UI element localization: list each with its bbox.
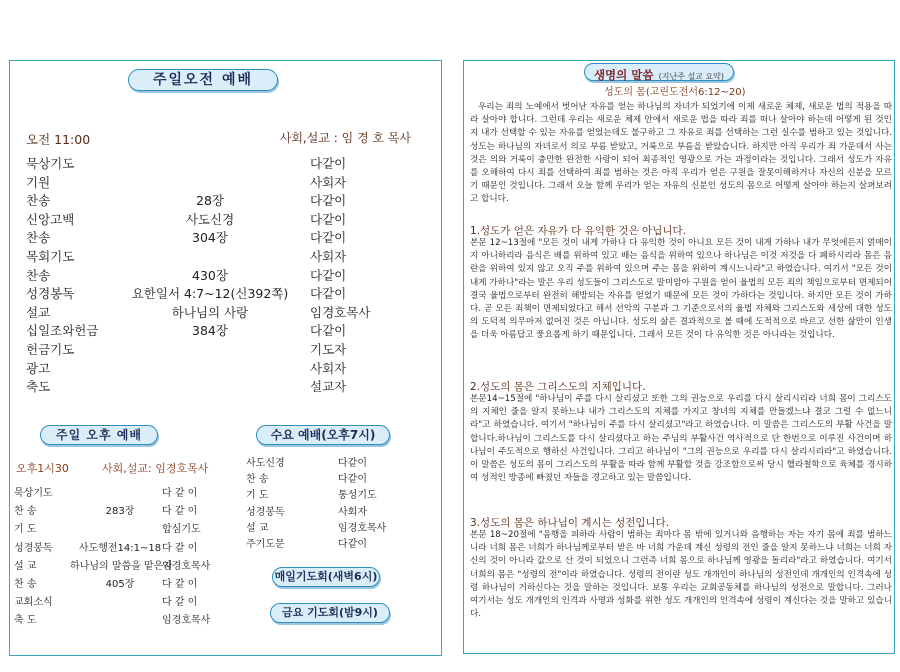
order-item-name: 찬 송 [14,579,37,590]
order-item-person: 합심기도 [162,524,201,536]
order-item-person: 다같이 [310,193,347,209]
morning-service-time: 오전 11:00 [26,132,91,147]
order-item-name: 찬 송 [246,474,269,486]
order-item-person: 통성기도 [338,490,377,502]
order-item-detail: 사도행전14:1~18 [78,542,162,554]
daily-prayer-title: 매일기도회(새벽6시) [272,567,380,587]
morning-order-row [10,192,443,210]
order-item-person: 사회자 [338,506,367,518]
worship-order-panel [9,60,442,656]
order-item-person: 다같이 [338,539,367,550]
order-item-person: 다같이 [310,267,347,283]
morning-order-row [10,360,443,378]
morning-order-row [10,174,443,192]
morning-order-row [10,341,443,359]
order-item-detail: 28장 [196,193,224,209]
afternoon-order-row [10,612,250,630]
order-item-person: 다 같 이 [162,506,198,518]
afternoon-service-time: 오후1시30 [16,462,69,475]
order-item-name: 기원 [26,174,51,190]
order-item-person: 사회자 [310,174,347,190]
order-item-name: 찬송 [26,267,51,283]
order-item-name: 기 도 [246,490,269,502]
order-item-name: 광고 [26,360,51,376]
order-item-name: 축 도 [14,615,37,627]
order-item-person: 임경호목사 [310,304,371,320]
order-item-person: 다 같 이 [162,597,198,609]
order-item-person: 기도자 [310,342,347,357]
order-item-name: 설교 [26,304,51,320]
order-item-name: 신앙고백 [26,211,75,227]
order-item-name: 헌금기도 [26,342,75,357]
order-item-person: 설교자 [310,379,347,395]
morning-order-row [10,229,443,247]
morning-order-row [10,322,443,340]
order-item-detail: 304장 [192,230,228,246]
order-item-person: 다같이 [310,211,347,227]
order-item-person: 다같이 [310,230,347,246]
order-item-person: 임경호목사 [338,522,387,534]
order-item-name: 사도신경 [246,458,285,469]
morning-order-row [10,285,443,303]
order-item-detail: 384장 [192,323,228,339]
order-item-detail: 요한일서 4:7~12(신392쪽) [131,286,289,302]
order-item-person: 임경호목사 [162,615,211,627]
morning-order-row [10,378,443,396]
order-item-person: 다같이 [310,323,347,339]
morning-service-title: 주일오전 예배 [128,69,278,91]
order-item-name: 묵상기도 [26,156,75,171]
afternoon-order-row [10,594,250,612]
wednesday-service-title: 수요 예배(오후7시) [256,425,390,445]
order-item-person: 다같이 [338,458,367,469]
sermon-header [584,63,734,81]
order-item-person: 임경호목사 [162,560,211,572]
sermon-paragraph-1: 본문 12~13절에 "모든 것이 내게 가하나 다 유익한 것이 아니요 모든 것이 내게 가하나 내가 무엇에든지 얽매이지 아니하리라 음식은 배를 위하여 있고 배는 음식을 위하여 있으나 하나님은 이것 저것을 다 폐하시리라 몸은 음란을 위하여 있지 않고 오직 주를 위하여 있으며 주는 몸을 위하여 계시느니라"고 하였습니다. 여기서 "모든 것이 내게 가하나"라는 말은 우리 성도들이 그리스도로 말미암아 구원을 얻어 율법의 모든 죄의 책임으로부터 면제되어 결국 율법으로부터 완전히 해방되는 자유를 얻었기 때문에 모든 것이 가하다는 것입니다. 하지만 모든 것이 가하다. 곧 모든 죄책이 면제되었다고 해서 선악의 구분과 그 기준으로서의 율법 자체와 그리스도와 세상에 대한 성도의 도덕적 의무마저 없어진 것은 아닙니다. 성도의 삶은 결과적으로 볼 때에 도적적으로 바르고 선한 삶만이 인생을 더욱 아름답고 풍요롭게 하기 때문입니다. 그래서 모든 것이 다 유익한 것은 아니라는 것입니다. [470,238,892,341]
sermon-intro: 우리는 죄의 노예에서 벗어난 자유를 얻는 하나님의 자녀가 되었기에 이제 새로운 체제, 새로운 법의 적용을 따라 살아야 합니다. 그런데 우리는 새로운 체제 안에서 새로운 법을 따라 죄를 떠나 살아야 하는데 어떻게 된 것인지 내가 선택할 수 있는 자유를 얻었는데도 불구하고 그 자유로 죄를 선택하는 그런 실수를 범하고 있는 것입니다. 성도는 하나님의 자녀로서 의로 부름 받았고, 거룩으로 부름을 받았습니다. 하지만 아직 우리가 죄 가운데서 사는 것은 의와 거룩이 충만한 완전한 사랑이 되어 최종적인 영광으로 가는 과정이라는 것입니다. 그래서 성도가 자유를 오해하여 다시 죄를 선택하여 죄를 범하는 것은 아직 우리가 얻은 구원을 잘못이해하거나 자신의 신분을 모르기 때문인 것입니다. 그래서 오늘 함께 우리가 얻는 자유의 신분인 성도의 몸으로 어떻게 살아야 하는지 살펴보려고 합니다. [470,102,892,205]
order-item-name: 축도 [26,379,51,395]
morning-order-row [10,267,443,285]
order-item-person: 사회자 [310,249,347,264]
morning-order-row [10,211,443,229]
morning-service-leader: 사회,설교 : 임 경 호 목사 [279,131,411,145]
order-item-name: 교회소식 [14,597,53,609]
afternoon-order-row [10,503,250,521]
order-item-name: 설 교 [14,560,37,572]
friday-prayer-title: 금요 기도회(밤9시) [270,603,390,623]
wednesday-order-row [246,536,436,554]
order-item-name: 찬송 [26,230,51,246]
order-item-name: 찬송 [26,193,51,209]
afternoon-order-row [10,540,250,558]
order-item-person: 다같이 [310,286,347,302]
sermon-summary-panel [463,60,895,654]
morning-order-row [10,248,443,266]
order-item-detail: 283장 [105,506,135,518]
morning-order-row [10,155,443,173]
order-item-detail: 405장 [105,579,135,590]
order-item-name: 성경봉독 [246,506,285,518]
order-item-name: 주기도문 [246,539,285,550]
sermon-subtitle: 성도의 몸(고린도전서6:12~20) [604,87,746,98]
afternoon-service-leader: 사회,설교: 임경호목사 [102,462,209,475]
order-item-person: 다같이 [310,156,347,171]
afternoon-service-title: 주일 오후 예배 [40,425,158,445]
afternoon-order-row [10,485,250,503]
order-item-person: 다같이 [338,474,367,486]
order-item-name: 성경봉독 [26,286,75,302]
order-item-name: 묵상기도 [14,488,53,499]
order-item-name: 목회기도 [26,249,75,264]
sermon-tag: (지난주 설교 요약) [658,72,725,81]
sermon-heading-3: 3.성도의 몸은 하나님이 계시는 성전입니다. [470,517,670,529]
order-item-name: 십일조와헌금 [26,323,99,339]
sermon-heading-2: 2.성도의 몸은 그리스도의 지체입니다. [470,381,646,393]
order-item-name: 설 교 [246,522,269,534]
order-item-person: 다 같 이 [162,542,198,554]
order-item-detail: 하나님의 사랑 [171,304,249,320]
order-item-detail: 하나님의 말씀을 맡은자 [70,560,173,572]
afternoon-order-row [10,521,250,539]
sermon-title: 생명의 말씀 [593,68,654,82]
order-item-person: 사회자 [310,360,347,376]
order-item-person: 다 같 이 [162,488,198,499]
order-item-name: 성경봉독 [14,542,53,554]
morning-order-row [10,304,443,322]
afternoon-order-row [10,576,250,594]
order-item-person: 다 같 이 [162,579,198,590]
order-item-detail: 430장 [192,267,228,283]
order-item-detail: 사도신경 [185,211,235,227]
sermon-paragraph-3: 본문 18~20절에 "음행을 피하라 사람이 범하는 죄마다 몸 밖에 있거니와 음행하는 자는 자기 몸에 죄를 범하느니라 너희 몸은 너희가 하나님께로부터 받은 바 너희 가운데 계신 성령의 전인 줄을 알지 못하느냐 너희는 너희 자신의 것이 아니라 값으로 산 것이 되었으니 그런즉 너희 몸으로 하나님께 영광을 돌리라"라고 하였습니다. 여기서 너희의 몸은 "성령의 전"이라 하였습니다. 성령의 전이란 성도 개개인이 하나님의 성전인데 개개인의 인격속에 성령 하나님이 거하신다는 것을 말하는 것입니다. 보통 우리는 교회공동체를 하나님의 성전으로 말합니다. 그러나 여기서는 성도 개개인의 인격과 사명과 성화를 위한 성도 개개인의 인격속에 성령이 계신다는 것을 말하고 있습니다. [470,530,892,620]
order-item-name: 기 도 [14,524,37,536]
sermon-heading-1: 1.성도가 얻은 자유가 다 유익한 것은 아닙니다. [470,225,686,237]
order-item-name: 찬 송 [14,506,37,518]
afternoon-order-row [10,558,250,576]
sermon-paragraph-2: 본문14~15절에 "하나님이 주를 다시 살리셨고 또한 그의 권능으로 우리를 다시 살리시리라 너희 몸이 그리스도의 지체인 줄을 알지 못하느냐 내가 그리스도의 지체를 가지고 창녀의 지체를 만들겠느냐 결코 그럴 수 없느니라"고 하였습니다. 여기서 "하나님이 주를 다시 살리셨고"라고 하였습니다. 이 말씀은 그리스도의 부활 사건을 말합니다.하나님이 그리스도를 다시 살리셨다고 하는 주님의 부활사건 역사적으로 단 한번으로 이루진 사건이며 하나님이 주도적으로 행하신 사건입니다. 그리고 하나님이 "그의 권능으로 우리를 다시 살리시리라"고 하였습니다. 이 말씀은 성도의 몸이 그리스도의 부활을 따라 함께 부활할 것을 강조함으로써 당시 헬라철학으로 육체를 경시하여 성적인 방종에 빠졌던 자들을 경고하고 있는 말씀입니다. [470,394,892,484]
